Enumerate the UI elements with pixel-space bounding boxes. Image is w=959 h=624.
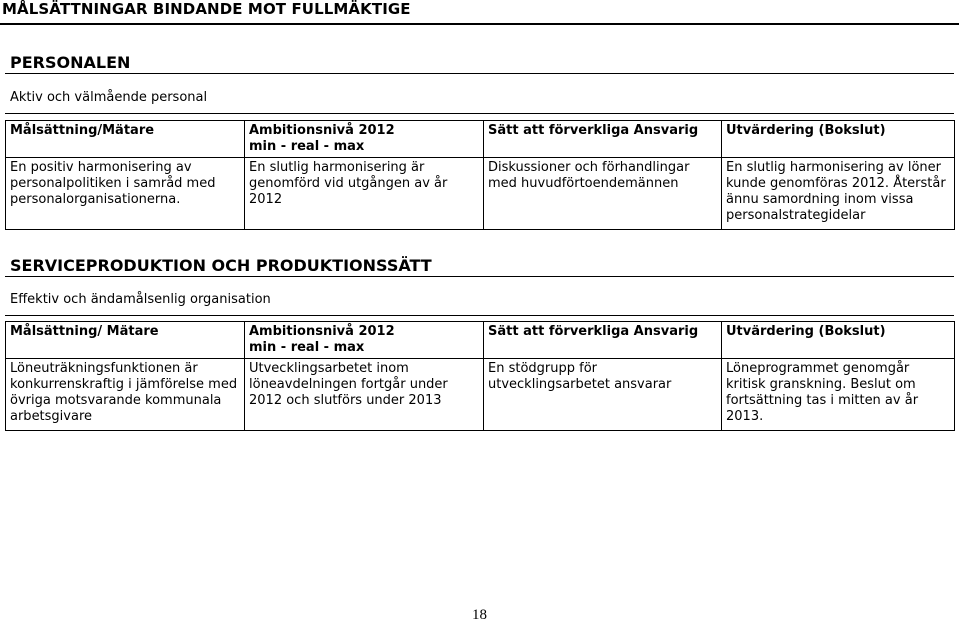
- cell-ambition: Utvecklingsarbetet inom löneavdelningen fortgår under 2012 och slutförs under 2013: [245, 359, 484, 431]
- cell-method: Diskussioner och förhandlingar med huvudförtoendemännen: [484, 158, 722, 230]
- cell-goal: Löneuträkningsfunktionen är konkurrenskraftig i jämförelse med övriga motsvarande kommunala arbetsgivare: [6, 359, 245, 431]
- header-cell-goal: Målsättning/Mätare: [6, 121, 245, 158]
- section-rule: [5, 315, 954, 316]
- header-cell-method: Sätt att förverkliga Ansvarig: [484, 322, 722, 359]
- goals-table-personalen: [5, 120, 955, 230]
- section-rule: [5, 113, 954, 114]
- header-rule: [0, 23, 959, 25]
- header-cell-evaluation: Utvärdering (Bokslut): [722, 121, 955, 158]
- page-number: 18: [472, 607, 487, 623]
- goals-table-serviceproduktion: [5, 321, 955, 431]
- cell-evaluation: En slutlig harmonisering av löner kunde genomföras 2012. Återstår ännu samordning inom vissa personalstrategidelar: [722, 158, 955, 230]
- header-cell-evaluation: Utvärdering (Bokslut): [722, 322, 955, 359]
- table-row: [6, 158, 955, 230]
- page-title: MÅLSÄTTNINGAR BINDANDE MOT FULLMÄKTIGE: [2, 0, 411, 18]
- section-title-serviceproduktion: SERVICEPRODUKTION OCH PRODUKTIONSSÄTT: [10, 256, 432, 275]
- cell-goal: En positiv harmonisering av personalpolitiken i samråd med personalorganisationerna.: [6, 158, 245, 230]
- table-header-row: [6, 322, 955, 359]
- header-cell-ambition: Ambitionsnivå 2012 min - real - max: [245, 322, 484, 359]
- section-rule: [5, 73, 954, 74]
- table-row: [6, 359, 955, 431]
- section-subtitle: Effektiv och ändamålsenlig organisation: [10, 292, 271, 307]
- cell-method: En stödgrupp för utvecklingsarbetet ansvarar: [484, 359, 722, 431]
- cell-evaluation: Löneprogrammet genomgår kritisk granskning. Beslut om fortsättning tas i mitten av år 2013.: [722, 359, 955, 431]
- header-cell-goal: Målsättning/ Mätare: [6, 322, 245, 359]
- cell-ambition: En slutlig harmonisering är genomförd vid utgången av år 2012: [245, 158, 484, 230]
- table-header-row: [6, 121, 955, 158]
- section-title-personalen: PERSONALEN: [10, 53, 131, 72]
- section-rule: [5, 276, 954, 277]
- header-cell-ambition: Ambitionsnivå 2012 min - real - max: [245, 121, 484, 158]
- header-cell-method: Sätt att förverkliga Ansvarig: [484, 121, 722, 158]
- section-subtitle: Aktiv och välmående personal: [10, 90, 208, 105]
